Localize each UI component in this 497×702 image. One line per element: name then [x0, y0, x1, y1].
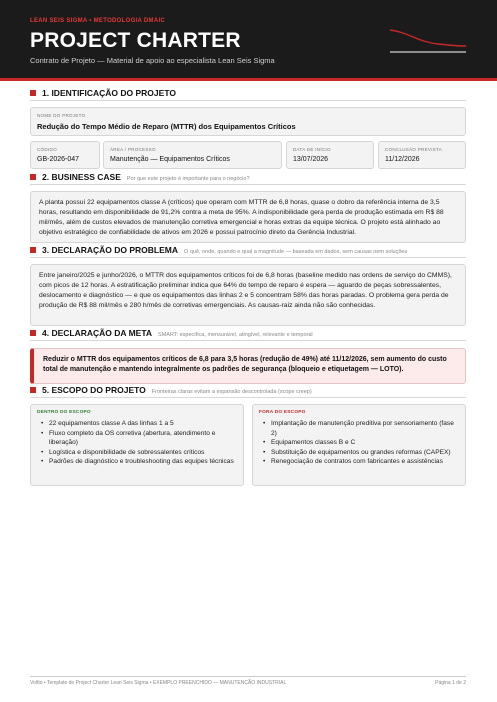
field-value: GB-2026-047: [37, 156, 80, 163]
in-scope-list: [41, 419, 237, 467]
in-scope-box: [30, 404, 244, 486]
page-subtitle: Contrato de Projeto — Material de apoio ao especialista Lean Seis Sigma: [30, 56, 275, 65]
list-item: • 22 equipamentos classe A das linhas 1 a 5: [41, 419, 237, 429]
section-divider: [30, 184, 466, 185]
section-hint: O quê, onde, quando e qual a magnitude — baseada em dados, sem causas nem soluções: [184, 249, 408, 255]
end-date-field: [378, 141, 466, 169]
field-value: Redução do Tempo Médio de Reparo (MTTR) dos Equipamentos Críticos: [37, 122, 296, 131]
list-item: • Fluxo completo da OS corretiva (abertura, atendimento e liberação): [41, 429, 237, 448]
project-name-field: [30, 107, 466, 136]
list-item: • Implantação de manutenção preditiva por sensoriamento (fase 2): [263, 419, 459, 438]
header-eyebrow: LEAN SEIS SIGMA • METODOLOGIA DMAIC: [30, 18, 166, 24]
page-number: Página 1 de 2: [435, 680, 466, 686]
field-value: Manutenção — Equipamentos Críticos: [110, 156, 230, 163]
footer-text: Voltto • Template de Project Charter Lean Seis Sigma • EXEMPLO PREENCHIDO — MANUTENÇÃO INDUSTRIAL: [30, 680, 287, 686]
section-scope-head: [30, 385, 312, 395]
section-problem-head: [30, 245, 407, 255]
header-accent-bar: [0, 78, 497, 81]
field-label: ÁREA / PROCESSO: [110, 147, 156, 152]
code-field: [30, 141, 100, 169]
section-divider: [30, 340, 466, 341]
field-label: CÓDIGO: [37, 147, 58, 152]
section-marker: [30, 247, 36, 253]
decorative-trend-graphic: [388, 24, 468, 54]
header-banner: [0, 0, 497, 78]
section-hint: Por que este projeto é importante para o negócio?: [126, 176, 250, 182]
section-marker: [30, 90, 36, 96]
section-marker: [30, 330, 36, 336]
section-title: 2. BUSINESS CASE: [42, 172, 121, 182]
section-business-case-head: [30, 172, 250, 182]
footer-divider: [30, 676, 466, 677]
field-value: 11/12/2026: [385, 156, 420, 163]
section-identification-head: [30, 88, 176, 98]
business-case-box: [30, 191, 466, 243]
out-scope-list: [263, 419, 459, 467]
section-title: 5. ESCOPO DO PROJETO: [42, 385, 146, 395]
list-item: • Equipamentos classes B e C: [263, 438, 459, 448]
field-label: CONCLUSÃO PREVISTA: [385, 147, 443, 152]
section-divider: [30, 100, 466, 101]
section-title: 4. DECLARAÇÃO DA META: [42, 328, 153, 338]
page-title: PROJECT CHARTER: [30, 29, 241, 52]
in-scope-title: DENTRO DO ESCOPO: [37, 410, 91, 415]
list-item: • Logística e disponibilidade de sobressalentes críticos: [41, 448, 237, 458]
section-hint: Fronteiras claras evitam a expansão descontrolada (scope creep): [151, 389, 312, 395]
section-marker: [30, 174, 36, 180]
goal-text: Reduzir o MTTR dos equipamentos críticos de 6,8 para 3,5 horas (redução de 49%) até 11/12/2026, sem aumento do custo total de manutenção e mantendo integralmente os padrões de segurança (bloqueio e etiquetagem — LOTO).: [43, 356, 447, 373]
out-scope-title: FORA DO ESCOPO: [259, 410, 306, 415]
field-label: NOME DO PROJETO: [37, 113, 86, 118]
problem-text: Entre janeiro/2025 e junho/2026, o MTTR dos equipamentos críticos foi de 6,8 horas (baseline medido nas ordens de serviço do CMMS), com picos de 12 horas. A estratificação preliminar indica que 64% do tempo de reparo é espera — aguardo de peças sobressalentes, deslocamento e diagnóstico — e que os equipamentos das linhas 2 e 5 concentram 58% das horas paradas. O problema gera perda de produção de R$ 88 mil/mês e 280 h/mês de corretivas emergenciais. As causas-raiz ainda não são conhecidas.: [39, 272, 452, 309]
section-divider: [30, 397, 466, 398]
section-goal-head: [30, 328, 313, 338]
field-value: 13/07/2026: [293, 156, 329, 163]
section-hint: SMART: específica, mensurável, atingível, relevante e temporal: [158, 332, 313, 338]
section-divider: [30, 257, 466, 258]
section-marker: [30, 387, 36, 393]
problem-box: [30, 264, 466, 326]
field-label: DATA DE INÍCIO: [293, 147, 331, 152]
out-scope-box: [252, 404, 466, 486]
section-title: 1. IDENTIFICAÇÃO DO PROJETO: [42, 88, 176, 98]
section-title: 3. DECLARAÇÃO DO PROBLEMA: [42, 245, 179, 255]
business-case-text: A planta possui 22 equipamentos classe A (críticos) que operam com MTTR de 6,8 horas, quase o dobro da referência interna de 3,5 horas, resultando em disponibilidade de 91,2% contra a meta de 95%. A indisponibilidade gera perda de produção estimada em R$ 88 mil/mês, além de custos elevados de manutenção corretiva emergencial e horas extras da equipe técnica. O projeto está alinhado ao objetivo estratégico de confiabilidade de ativos em 2026 e possui patrocínio direto da Gerência Industrial.: [39, 199, 444, 236]
list-item: • Renegociação de contratos com fabricantes e assistências: [263, 457, 459, 467]
area-field: [103, 141, 282, 169]
start-date-field: [286, 141, 374, 169]
list-item: • Substituição de equipamentos ou grandes reformas (CAPEX): [263, 448, 459, 458]
list-item: • Padrões de diagnóstico e troubleshooting das equipes técnicas: [41, 457, 237, 467]
goal-box: [30, 348, 466, 384]
